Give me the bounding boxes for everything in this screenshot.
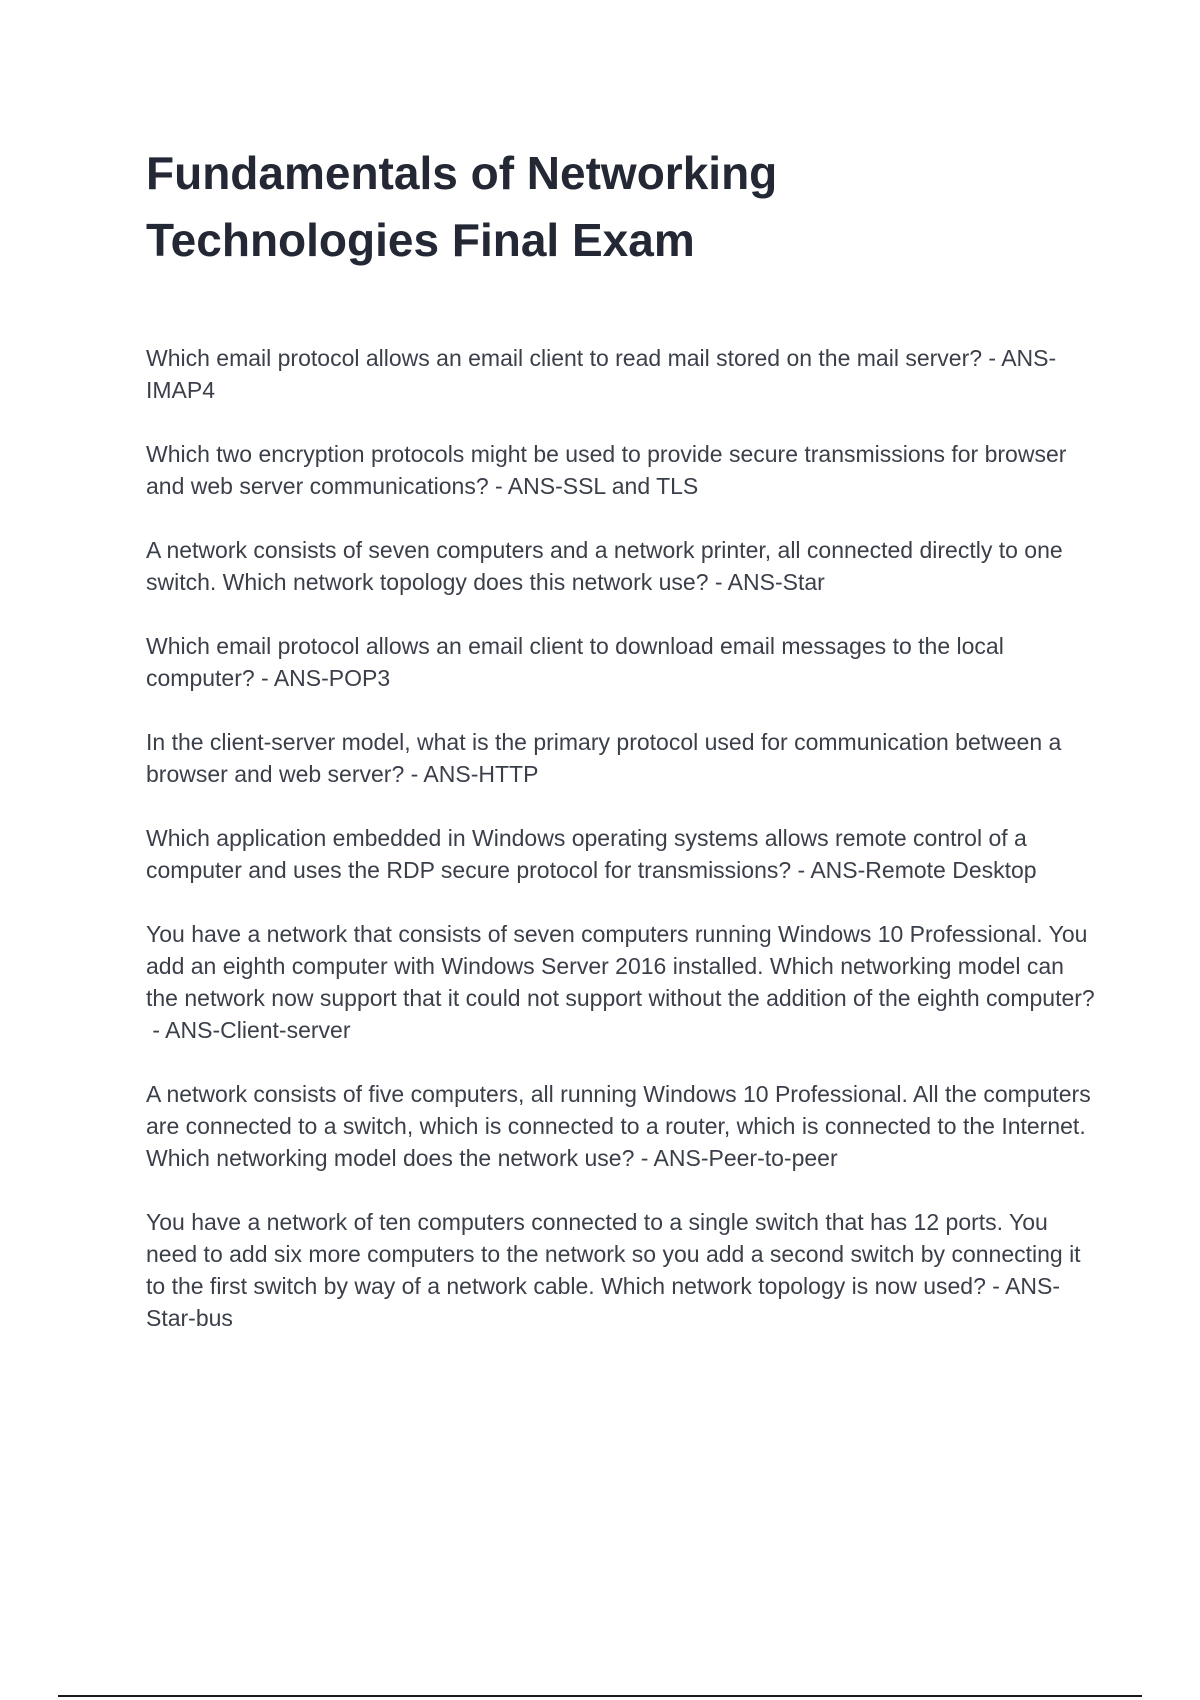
qa-item: Which application embedded in Windows operating systems allows remote control of a computer and uses the RDP secure protocol for transmissions? - ANS-Remote Desktop: [146, 825, 1037, 883]
answer-text: ANS-Remote Desktop: [810, 857, 1037, 883]
answer-text: ANS-Peer-to-peer: [653, 1145, 838, 1171]
qa-item: Which email protocol allows an email client to read mail stored on the mail server? - ANS-IMAP4: [146, 345, 1057, 403]
answer-text: ANS-Client-server: [165, 1017, 351, 1043]
answer-text: ANS-HTTP: [423, 761, 539, 787]
question-text: A network consists of five computers, all running Windows 10 Professional. All the computers are connected to a switch, which is connected to a router, which is connected to the Internet. Which networking model does the network use?: [146, 1081, 1091, 1171]
qa-item: Which two encryption protocols might be used to provide secure transmissions for browser and web server communications? - ANS-SSL and TLS: [146, 441, 1067, 499]
answer-text: ANS-SSL and TLS: [507, 473, 699, 499]
question-text: Which two encryption protocols might be used to provide secure transmissions for browser and web server communications?: [146, 441, 1067, 499]
question-text: Which application embedded in Windows operating systems allows remote control of a computer and uses the RDP secure protocol for transmissions?: [146, 825, 1027, 883]
footer-divider: [58, 1695, 1142, 1697]
qa-item: A network consists of five computers, all running Windows 10 Professional. All the computers are connected to a switch, which is connected to a router, which is connected to the Internet. Which networking model does the network use? - ANS-Peer-to-peer: [146, 1081, 1091, 1171]
question-text: Which email protocol allows an email client to read mail stored on the mail server?: [146, 345, 983, 371]
question-text: You have a network that consists of seven computers running Windows 10 Professional. You add an eighth computer with Windows Server 2016 installed. Which networking model can the network now support that it could not support without the addition of the eighth computer?: [146, 921, 1095, 1011]
qa-item: In the client-server model, what is the primary protocol used for communication between a browser and web server? - ANS-HTTP: [146, 729, 1062, 787]
page-title: Fundamentals of Networking Technologies Final Exam: [146, 147, 778, 266]
answer-text: ANS-Star: [727, 569, 825, 595]
question-text: You have a network of ten computers connected to a single switch that has 12 ports. You need to add six more computers to the network so you add a second switch by connecting it to the first switch by way of a network cable. Which network topology is now used?: [146, 1209, 1081, 1299]
answer-text: ANS-POP3: [273, 665, 391, 691]
qa-item: Which email protocol allows an email client to download email messages to the local computer? - ANS-POP3: [146, 633, 1004, 691]
qa-list: [146, 342, 1096, 1366]
qa-item: You have a network that consists of seven computers running Windows 10 Professional. You add an eighth computer with Windows Server 2016 installed. Which networking model can the network now support that it could not support without the addition of the eighth computer? - ANS-Client-server: [146, 921, 1095, 1043]
answer-text: ANS-IMAP4: [146, 345, 1057, 403]
question-text: Which email protocol allows an email client to download email messages to the local computer?: [146, 633, 1004, 691]
qa-item: A network consists of seven computers and a network printer, all connected directly to one switch. Which network topology does this network use? - ANS-Star: [146, 537, 1063, 595]
answer-text: ANS-Star-bus: [146, 1273, 1061, 1331]
question-text: In the client-server model, what is the primary protocol used for communication between a browser and web server?: [146, 729, 1062, 787]
qa-item: You have a network of ten computers connected to a single switch that has 12 ports. You need to add six more computers to the network so you add a second switch by connecting it to the first switch by way of a network cable. Which network topology is now used? - ANS-Star-bus: [146, 1209, 1081, 1331]
question-text: A network consists of seven computers and a network printer, all connected directly to one switch. Which network topology does this network use?: [146, 537, 1063, 595]
